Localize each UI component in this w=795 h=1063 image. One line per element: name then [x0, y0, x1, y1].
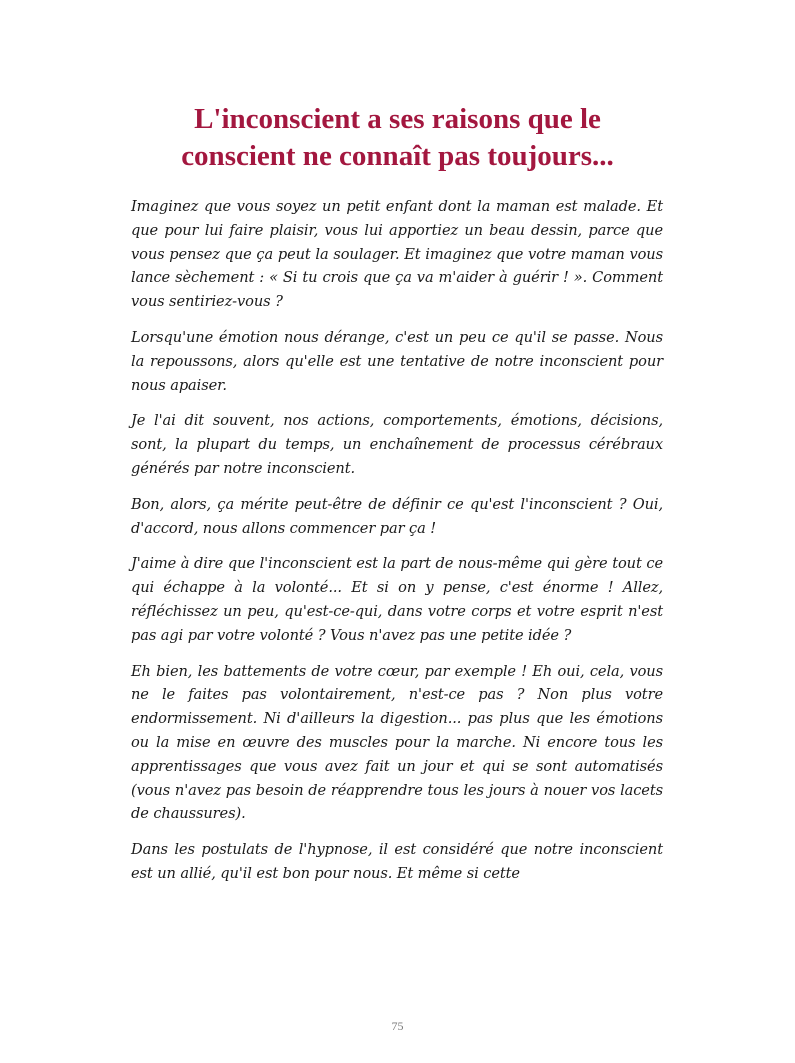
chapter-title-line-1: L'inconscient a ses raisons que le: [194, 103, 601, 135]
body-text: [131, 195, 663, 898]
paragraph-1: Imaginez que vous soyez un petit enfant dont la maman est malade. Et que pour lui faire plaisir, vous lui apportiez un beau dessin, parce que vous pensez que ça peut la soulager. Et imaginez que votre maman vous lance sèchement : « Si tu crois que ça va m'aider à guérir ! ». Comment vous sentiriez-vous ?: [131, 198, 663, 311]
chapter-title-line-2: conscient ne connaît pas toujours...: [181, 140, 614, 172]
paragraph-6: Eh bien, les battements de votre cœur, par exemple ! Eh oui, cela, vous ne le faites pas volontairement, n'est-ce pas ? Non plus votre endormissement. Ni d'ailleurs la digestion... pas plus que les émotions ou la mise en œuvre des muscles pour la marche. Ni encore tous les apprentissages que vous avez fait un jour et qui se sont automatisés (vous n'avez pas besoin de réapprendre tous les jours à nouer vos lacets de chaussures).: [131, 662, 663, 823]
paragraph-7: Dans les postulats de l'hypnose, il est considéré que notre inconscient est un allié, qu'il est bon pour nous. Et même si cette: [131, 841, 663, 882]
paragraph-2: Lorsqu'une émotion nous dérange, c'est un peu ce qu'il se passe. Nous la repoussons, alors qu'elle est une tentative de notre inconscient pour nous apaiser.: [131, 328, 663, 394]
chapter-title: [100, 101, 695, 175]
paragraph-5: J'aime à dire que l'inconscient est la part de nous-même qui gère tout ce qui échappe à la volonté... Et si on y pense, c'est énorme ! Allez, réfléchissez un peu, qu'est-ce-qui, dans votre corps et votre esprit n'est pas agi par votre volonté ? Vous n'avez pas une petite idée ?: [131, 555, 663, 644]
paragraph-4: Bon, alors, ça mérite peut-être de définir ce qu'est l'inconscient ? Oui, d'accord, nous allons commencer par ça !: [131, 495, 663, 537]
page-number: 75: [391, 1019, 404, 1033]
paragraph-3: Je l'ai dit souvent, nos actions, comportements, émotions, décisions, sont, la plupart du temps, un enchaînement de processus cérébraux générés par notre inconscient.: [131, 412, 663, 477]
